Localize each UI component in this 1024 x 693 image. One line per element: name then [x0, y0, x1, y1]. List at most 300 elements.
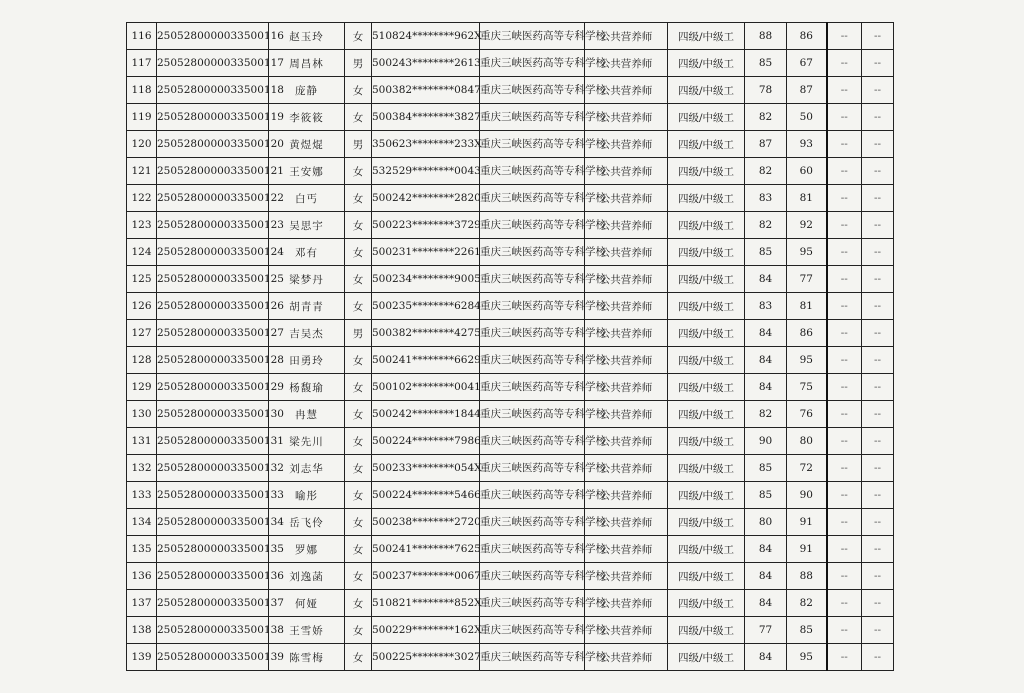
- theory-score-cell: 84: [745, 536, 787, 563]
- table-row: [127, 23, 894, 50]
- school-cell: 重庆三峡医药高等专科学校: [480, 482, 585, 509]
- extra-score-cell-1: --: [827, 563, 862, 590]
- certificate-number-cell: 2505280000033500138: [157, 617, 269, 644]
- theory-score-cell: 85: [745, 455, 787, 482]
- extra-score-cell-2: --: [862, 617, 894, 644]
- extra-score-cell-2: --: [862, 23, 894, 50]
- table-row: [127, 239, 894, 266]
- school-cell: 重庆三峡医药高等专科学校: [480, 455, 585, 482]
- seq-cell: 138: [127, 617, 157, 644]
- theory-score-cell: 83: [745, 185, 787, 212]
- name-cell: 刘逸菡: [269, 563, 345, 590]
- id-number-cell: 500235********6284: [372, 293, 480, 320]
- seq-cell: 134: [127, 509, 157, 536]
- extra-score-cell-1: --: [827, 536, 862, 563]
- seq-cell: 116: [127, 23, 157, 50]
- extra-score-cell-2: --: [862, 644, 894, 671]
- certificate-number-cell: 2505280000033500130: [157, 401, 269, 428]
- sex-cell: 女: [345, 536, 372, 563]
- theory-score-cell: 82: [745, 158, 787, 185]
- occupation-cell: 公共营养师: [585, 509, 668, 536]
- certificate-number-cell: 2505280000033500121: [157, 158, 269, 185]
- seq-cell: 122: [127, 185, 157, 212]
- occupation-cell: 公共营养师: [585, 347, 668, 374]
- school-cell: 重庆三峡医药高等专科学校: [480, 266, 585, 293]
- theory-score-cell: 90: [745, 428, 787, 455]
- table-row: [127, 509, 894, 536]
- certificate-number-cell: 2505280000033500119: [157, 104, 269, 131]
- certificate-number-cell: 2505280000033500132: [157, 455, 269, 482]
- school-cell: 重庆三峡医药高等专科学校: [480, 509, 585, 536]
- certificate-number-cell: 2505280000033500122: [157, 185, 269, 212]
- skill-score-cell: 75: [787, 374, 827, 401]
- school-cell: 重庆三峡医药高等专科学校: [480, 590, 585, 617]
- skill-score-cell: 81: [787, 293, 827, 320]
- extra-score-cell-1: --: [827, 50, 862, 77]
- extra-score-cell-1: --: [827, 266, 862, 293]
- name-cell: 何娅: [269, 590, 345, 617]
- seq-cell: 125: [127, 266, 157, 293]
- school-cell: 重庆三峡医药高等专科学校: [480, 428, 585, 455]
- theory-score-cell: 84: [745, 644, 787, 671]
- extra-score-cell-2: --: [862, 320, 894, 347]
- seq-cell: 126: [127, 293, 157, 320]
- occupation-cell: 公共营养师: [585, 104, 668, 131]
- extra-score-cell-2: --: [862, 266, 894, 293]
- name-cell: 梁梦丹: [269, 266, 345, 293]
- occupation-cell: 公共营养师: [585, 266, 668, 293]
- extra-score-cell-1: --: [827, 104, 862, 131]
- extra-score-cell-2: --: [862, 239, 894, 266]
- table-row: [127, 158, 894, 185]
- sex-cell: 女: [345, 482, 372, 509]
- occupation-cell: 公共营养师: [585, 617, 668, 644]
- theory-score-cell: 83: [745, 293, 787, 320]
- level-cell: 四级/中级工: [668, 50, 745, 77]
- school-cell: 重庆三峡医药高等专科学校: [480, 239, 585, 266]
- extra-score-cell-2: --: [862, 131, 894, 158]
- level-cell: 四级/中级工: [668, 401, 745, 428]
- theory-score-cell: 85: [745, 482, 787, 509]
- school-cell: 重庆三峡医药高等专科学校: [480, 131, 585, 158]
- skill-score-cell: 60: [787, 158, 827, 185]
- sex-cell: 男: [345, 320, 372, 347]
- skill-score-cell: 80: [787, 428, 827, 455]
- id-number-cell: 500229********162X: [372, 617, 480, 644]
- extra-score-cell-2: --: [862, 77, 894, 104]
- extra-score-cell-2: --: [862, 347, 894, 374]
- extra-score-cell-2: --: [862, 293, 894, 320]
- occupation-cell: 公共营养师: [585, 401, 668, 428]
- sex-cell: 女: [345, 644, 372, 671]
- level-cell: 四级/中级工: [668, 455, 745, 482]
- skill-score-cell: 95: [787, 347, 827, 374]
- sex-cell: 男: [345, 131, 372, 158]
- occupation-cell: 公共营养师: [585, 455, 668, 482]
- skill-score-cell: 67: [787, 50, 827, 77]
- id-number-cell: 500102********0041: [372, 374, 480, 401]
- theory-score-cell: 84: [745, 266, 787, 293]
- theory-score-cell: 85: [745, 50, 787, 77]
- occupation-cell: 公共营养师: [585, 482, 668, 509]
- certificate-number-cell: 2505280000033500137: [157, 590, 269, 617]
- skill-score-cell: 87: [787, 77, 827, 104]
- certificate-number-cell: 2505280000033500139: [157, 644, 269, 671]
- skill-score-cell: 72: [787, 455, 827, 482]
- level-cell: 四级/中级工: [668, 590, 745, 617]
- sex-cell: 女: [345, 185, 372, 212]
- occupation-cell: 公共营养师: [585, 23, 668, 50]
- id-number-cell: 350623********233X: [372, 131, 480, 158]
- extra-score-cell-2: --: [862, 50, 894, 77]
- seq-cell: 137: [127, 590, 157, 617]
- theory-score-cell: 84: [745, 374, 787, 401]
- theory-score-cell: 85: [745, 239, 787, 266]
- extra-score-cell-2: --: [862, 374, 894, 401]
- extra-score-cell-1: --: [827, 590, 862, 617]
- name-cell: 杨馥瑜: [269, 374, 345, 401]
- skill-score-cell: 85: [787, 617, 827, 644]
- occupation-cell: 公共营养师: [585, 320, 668, 347]
- seq-cell: 124: [127, 239, 157, 266]
- skill-score-cell: 95: [787, 239, 827, 266]
- skill-score-cell: 92: [787, 212, 827, 239]
- extra-score-cell-1: --: [827, 239, 862, 266]
- certificate-number-cell: 2505280000033500117: [157, 50, 269, 77]
- certificate-number-cell: 2505280000033500136: [157, 563, 269, 590]
- seq-cell: 121: [127, 158, 157, 185]
- level-cell: 四级/中级工: [668, 320, 745, 347]
- id-number-cell: 500223********3729: [372, 212, 480, 239]
- theory-score-cell: 82: [745, 212, 787, 239]
- level-cell: 四级/中级工: [668, 23, 745, 50]
- extra-score-cell-2: --: [862, 590, 894, 617]
- seq-cell: 139: [127, 644, 157, 671]
- id-number-cell: 500382********4275: [372, 320, 480, 347]
- sex-cell: 女: [345, 401, 372, 428]
- extra-score-cell-2: --: [862, 563, 894, 590]
- id-number-cell: 500243********2613: [372, 50, 480, 77]
- extra-score-cell-2: --: [862, 455, 894, 482]
- id-number-cell: 500242********2820: [372, 185, 480, 212]
- sex-cell: 女: [345, 347, 372, 374]
- id-number-cell: 500242********1844: [372, 401, 480, 428]
- id-number-cell: 500384********3827: [372, 104, 480, 131]
- extra-score-cell-1: --: [827, 131, 862, 158]
- name-cell: 王安娜: [269, 158, 345, 185]
- sex-cell: 女: [345, 617, 372, 644]
- school-cell: 重庆三峡医药高等专科学校: [480, 23, 585, 50]
- level-cell: 四级/中级工: [668, 293, 745, 320]
- sex-cell: 女: [345, 104, 372, 131]
- certificate-number-cell: 2505280000033500124: [157, 239, 269, 266]
- extra-score-cell-1: --: [827, 158, 862, 185]
- certificate-number-cell: 2505280000033500123: [157, 212, 269, 239]
- table-row: [127, 590, 894, 617]
- seq-cell: 131: [127, 428, 157, 455]
- sex-cell: 男: [345, 50, 372, 77]
- extra-score-cell-1: --: [827, 320, 862, 347]
- seq-cell: 129: [127, 374, 157, 401]
- sex-cell: 女: [345, 563, 372, 590]
- seq-cell: 133: [127, 482, 157, 509]
- name-cell: 白丐: [269, 185, 345, 212]
- name-cell: 李筱筱: [269, 104, 345, 131]
- extra-score-cell-2: --: [862, 509, 894, 536]
- certificate-number-cell: 2505280000033500127: [157, 320, 269, 347]
- occupation-cell: 公共营养师: [585, 428, 668, 455]
- seq-cell: 117: [127, 50, 157, 77]
- table-row: [127, 320, 894, 347]
- name-cell: 罗娜: [269, 536, 345, 563]
- skill-score-cell: 50: [787, 104, 827, 131]
- name-cell: 庞静: [269, 77, 345, 104]
- seq-cell: 130: [127, 401, 157, 428]
- table-row: [127, 563, 894, 590]
- name-cell: 王雪娇: [269, 617, 345, 644]
- occupation-cell: 公共营养师: [585, 158, 668, 185]
- name-cell: 吉吴杰: [269, 320, 345, 347]
- skill-score-cell: 81: [787, 185, 827, 212]
- id-number-cell: 500241********7625: [372, 536, 480, 563]
- seq-cell: 135: [127, 536, 157, 563]
- skill-score-cell: 91: [787, 536, 827, 563]
- table-row: [127, 266, 894, 293]
- school-cell: 重庆三峡医药高等专科学校: [480, 104, 585, 131]
- occupation-cell: 公共营养师: [585, 536, 668, 563]
- certificate-number-cell: 2505280000033500129: [157, 374, 269, 401]
- seq-cell: 127: [127, 320, 157, 347]
- sex-cell: 女: [345, 428, 372, 455]
- seq-cell: 128: [127, 347, 157, 374]
- table-row: [127, 644, 894, 671]
- skill-score-cell: 91: [787, 509, 827, 536]
- level-cell: 四级/中级工: [668, 374, 745, 401]
- name-cell: 田勇玲: [269, 347, 345, 374]
- table-row: [127, 104, 894, 131]
- id-number-cell: 500241********6629: [372, 347, 480, 374]
- school-cell: 重庆三峡医药高等专科学校: [480, 212, 585, 239]
- occupation-cell: 公共营养师: [585, 77, 668, 104]
- skill-score-cell: 88: [787, 563, 827, 590]
- seq-cell: 119: [127, 104, 157, 131]
- skill-score-cell: 93: [787, 131, 827, 158]
- certificate-number-cell: 2505280000033500133: [157, 482, 269, 509]
- name-cell: 刘志华: [269, 455, 345, 482]
- occupation-cell: 公共营养师: [585, 131, 668, 158]
- theory-score-cell: 84: [745, 320, 787, 347]
- name-cell: 赵玉玲: [269, 23, 345, 50]
- school-cell: 重庆三峡医药高等专科学校: [480, 563, 585, 590]
- school-cell: 重庆三峡医药高等专科学校: [480, 617, 585, 644]
- skill-score-cell: 86: [787, 320, 827, 347]
- sex-cell: 女: [345, 590, 372, 617]
- level-cell: 四级/中级工: [668, 77, 745, 104]
- school-cell: 重庆三峡医药高等专科学校: [480, 293, 585, 320]
- theory-score-cell: 87: [745, 131, 787, 158]
- school-cell: 重庆三峡医药高等专科学校: [480, 401, 585, 428]
- id-number-cell: 500233********054X: [372, 455, 480, 482]
- level-cell: 四级/中级工: [668, 239, 745, 266]
- id-number-cell: 500224********5466: [372, 482, 480, 509]
- table-row: [127, 482, 894, 509]
- extra-score-cell-1: --: [827, 374, 862, 401]
- id-number-cell: 510821********852X: [372, 590, 480, 617]
- name-cell: 黄煜焜: [269, 131, 345, 158]
- seq-cell: 136: [127, 563, 157, 590]
- theory-score-cell: 82: [745, 104, 787, 131]
- id-number-cell: 500224********7986: [372, 428, 480, 455]
- table-body: [127, 23, 894, 671]
- certificate-number-cell: 2505280000033500118: [157, 77, 269, 104]
- sex-cell: 女: [345, 374, 372, 401]
- name-cell: 喻彤: [269, 482, 345, 509]
- occupation-cell: 公共营养师: [585, 50, 668, 77]
- skill-score-cell: 90: [787, 482, 827, 509]
- school-cell: 重庆三峡医药高等专科学校: [480, 536, 585, 563]
- id-number-cell: 500231********2261: [372, 239, 480, 266]
- skill-score-cell: 86: [787, 23, 827, 50]
- sex-cell: 女: [345, 239, 372, 266]
- school-cell: 重庆三峡医药高等专科学校: [480, 374, 585, 401]
- extra-score-cell-1: --: [827, 77, 862, 104]
- skill-score-cell: 76: [787, 401, 827, 428]
- table-row: [127, 293, 894, 320]
- extra-score-cell-2: --: [862, 482, 894, 509]
- sex-cell: 女: [345, 293, 372, 320]
- seq-cell: 120: [127, 131, 157, 158]
- certificate-number-cell: 2505280000033500125: [157, 266, 269, 293]
- level-cell: 四级/中级工: [668, 536, 745, 563]
- level-cell: 四级/中级工: [668, 482, 745, 509]
- occupation-cell: 公共营养师: [585, 374, 668, 401]
- sex-cell: 女: [345, 266, 372, 293]
- school-cell: 重庆三峡医药高等专科学校: [480, 77, 585, 104]
- extra-score-cell-2: --: [862, 185, 894, 212]
- table-row: [127, 374, 894, 401]
- level-cell: 四级/中级工: [668, 266, 745, 293]
- table-row: [127, 77, 894, 104]
- table-row: [127, 617, 894, 644]
- id-number-cell: 532529********0043: [372, 158, 480, 185]
- table-row: [127, 428, 894, 455]
- table-row: [127, 185, 894, 212]
- theory-score-cell: 84: [745, 347, 787, 374]
- extra-score-cell-1: --: [827, 23, 862, 50]
- table-row: [127, 536, 894, 563]
- certificate-number-cell: 2505280000033500120: [157, 131, 269, 158]
- level-cell: 四级/中级工: [668, 185, 745, 212]
- certificate-number-cell: 2505280000033500116: [157, 23, 269, 50]
- level-cell: 四级/中级工: [668, 428, 745, 455]
- school-cell: 重庆三峡医药高等专科学校: [480, 158, 585, 185]
- seq-cell: 118: [127, 77, 157, 104]
- occupation-cell: 公共营养师: [585, 212, 668, 239]
- name-cell: 岳飞伶: [269, 509, 345, 536]
- school-cell: 重庆三峡医药高等专科学校: [480, 50, 585, 77]
- sex-cell: 女: [345, 23, 372, 50]
- extra-score-cell-2: --: [862, 158, 894, 185]
- theory-score-cell: 84: [745, 563, 787, 590]
- theory-score-cell: 77: [745, 617, 787, 644]
- name-cell: 吴思宇: [269, 212, 345, 239]
- id-number-cell: 500237********0067: [372, 563, 480, 590]
- extra-score-cell-2: --: [862, 212, 894, 239]
- name-cell: 陈雪梅: [269, 644, 345, 671]
- theory-score-cell: 78: [745, 77, 787, 104]
- table-row: [127, 401, 894, 428]
- id-number-cell: 500225********3027: [372, 644, 480, 671]
- id-number-cell: 500234********9005: [372, 266, 480, 293]
- certificate-number-cell: 2505280000033500135: [157, 536, 269, 563]
- name-cell: 梁先川: [269, 428, 345, 455]
- extra-score-cell-1: --: [827, 482, 862, 509]
- table-row: [127, 212, 894, 239]
- level-cell: 四级/中级工: [668, 131, 745, 158]
- occupation-cell: 公共营养师: [585, 590, 668, 617]
- sex-cell: 女: [345, 509, 372, 536]
- skill-score-cell: 77: [787, 266, 827, 293]
- name-cell: 冉慧: [269, 401, 345, 428]
- school-cell: 重庆三峡医药高等专科学校: [480, 644, 585, 671]
- school-cell: 重庆三峡医药高等专科学校: [480, 347, 585, 374]
- id-number-cell: 510824********962X: [372, 23, 480, 50]
- level-cell: 四级/中级工: [668, 104, 745, 131]
- name-cell: 胡青青: [269, 293, 345, 320]
- seq-cell: 123: [127, 212, 157, 239]
- school-cell: 重庆三峡医药高等专科学校: [480, 185, 585, 212]
- table-row: [127, 50, 894, 77]
- level-cell: 四级/中级工: [668, 347, 745, 374]
- seq-cell: 132: [127, 455, 157, 482]
- extra-score-cell-1: --: [827, 455, 862, 482]
- extra-score-cell-1: --: [827, 644, 862, 671]
- sex-cell: 女: [345, 455, 372, 482]
- extra-score-cell-2: --: [862, 401, 894, 428]
- school-cell: 重庆三峡医药高等专科学校: [480, 320, 585, 347]
- extra-score-cell-1: --: [827, 617, 862, 644]
- table-row: [127, 131, 894, 158]
- theory-score-cell: 80: [745, 509, 787, 536]
- table-row: [127, 347, 894, 374]
- certificate-number-cell: 2505280000033500128: [157, 347, 269, 374]
- level-cell: 四级/中级工: [668, 563, 745, 590]
- occupation-cell: 公共营养师: [585, 293, 668, 320]
- extra-score-cell-2: --: [862, 428, 894, 455]
- extra-score-cell-1: --: [827, 401, 862, 428]
- id-number-cell: 500382********0847: [372, 77, 480, 104]
- certificate-number-cell: 2505280000033500126: [157, 293, 269, 320]
- extra-score-cell-1: --: [827, 509, 862, 536]
- level-cell: 四级/中级工: [668, 158, 745, 185]
- extra-score-cell-2: --: [862, 536, 894, 563]
- id-number-cell: 500238********2720: [372, 509, 480, 536]
- level-cell: 四级/中级工: [668, 617, 745, 644]
- theory-score-cell: 84: [745, 590, 787, 617]
- name-cell: 邓有: [269, 239, 345, 266]
- extra-score-cell-1: --: [827, 185, 862, 212]
- occupation-cell: 公共营养师: [585, 563, 668, 590]
- theory-score-cell: 82: [745, 401, 787, 428]
- occupation-cell: 公共营养师: [585, 239, 668, 266]
- sex-cell: 女: [345, 158, 372, 185]
- table-row: [127, 455, 894, 482]
- certificate-number-cell: 2505280000033500134: [157, 509, 269, 536]
- level-cell: 四级/中级工: [668, 212, 745, 239]
- extra-score-cell-1: --: [827, 428, 862, 455]
- extra-score-cell-1: --: [827, 212, 862, 239]
- occupation-cell: 公共营养师: [585, 185, 668, 212]
